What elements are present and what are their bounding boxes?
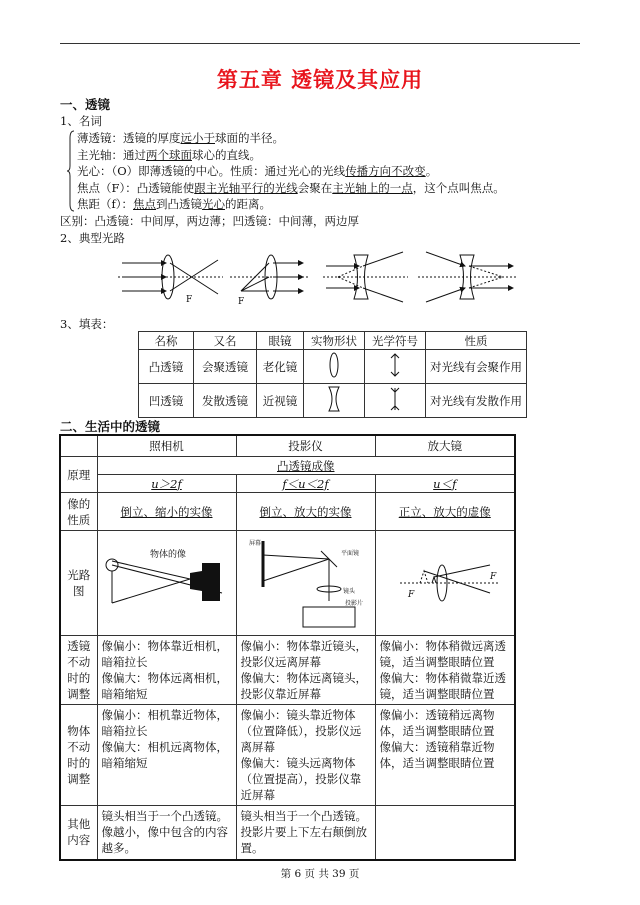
table-row <box>60 636 515 705</box>
row-label-nature: 像的性质 <box>60 493 97 531</box>
focus-label: F <box>238 297 245 307</box>
table-cell: 像偏小：相机靠近物体，暗箱拉长 像偏大：相机远离物体，暗箱缩短 <box>97 705 236 806</box>
table-row <box>60 705 515 806</box>
column-magnifier: 放大镜 <box>375 435 515 457</box>
table-row <box>139 384 527 418</box>
term-focal-length: 焦距（f）：焦点到凸透镜光心的距离。 <box>77 197 272 211</box>
term-thin-lens: 薄透镜：透镜的厚度远小于球面的半径。 <box>77 131 284 145</box>
table-cell: 镜头相当于一个凸透镜。像越小，像中包含的内容越多。 <box>97 806 236 860</box>
chapter-title: 第五章 透镜及其应用 <box>216 68 424 92</box>
table-row <box>60 806 515 860</box>
convex-lens-shape-icon <box>304 350 365 384</box>
subheading-terms: 1、名词 <box>60 114 102 128</box>
magnifier-light-path-icon <box>380 541 510 621</box>
focus-label: F <box>186 295 193 305</box>
table-cell <box>375 806 515 860</box>
condition-magnifier: u＜f <box>375 475 515 493</box>
row-label-other: 其他内容 <box>60 806 97 860</box>
table-header: 眼镜 <box>257 332 304 350</box>
table-cell: 凹透镜 <box>139 384 194 418</box>
table-header: 性质 <box>426 332 527 350</box>
table-header-row <box>139 332 527 350</box>
table-header: 又名 <box>194 332 257 350</box>
table-cell: 像偏小：物体稍微远离透镜，适当调整眼睛位置 像偏大：物体稍微靠近透镜，适当调整眼睛位置 <box>375 636 515 705</box>
camera-light-path-icon <box>102 541 232 621</box>
table-cell: 像偏小：镜头靠近物体（位置降低），投影仪远离屏幕 像偏大：镜头远离物体（位置提高），投影仪靠近屏幕 <box>236 705 375 806</box>
table-header-empty <box>60 435 97 457</box>
column-camera: 照相机 <box>97 435 236 457</box>
table-row <box>139 350 527 384</box>
table-cell: 凸透镜 <box>139 350 194 384</box>
table-cell: 老化镜 <box>257 350 304 384</box>
term-main-axis: 主光轴：通过两个球面球心的直线。 <box>77 148 261 162</box>
principle-cell: 凸透镜成像 <box>97 457 515 475</box>
condition-projector: f＜u＜2f <box>236 475 375 493</box>
section-heading-daily-lens: 二、生活中的透镜 <box>60 419 161 434</box>
term-focus: 焦点（F）：凸透镜能使跟主光轴平行的光线会聚在主光轴上的一点，这个点叫焦点。 <box>77 181 505 195</box>
table-row <box>60 493 515 531</box>
svg-text:镜头: 镜头 <box>342 588 355 595</box>
table-header-row <box>60 435 515 457</box>
row-label-lens-fixed: 透镜不动时的调整 <box>60 636 97 705</box>
magnifier-diagram <box>375 531 515 636</box>
svg-text:F: F <box>407 590 414 600</box>
lens-distinction: 区别：凸透镜：中间厚，两边薄；凹透镜：中间薄，两边厚 <box>60 214 359 228</box>
table-cell: 像偏小：物体靠近相机，暗箱拉长 像偏大：物体远离相机，暗箱缩短 <box>97 636 236 705</box>
subheading-light-paths: 2、典型光路 <box>60 231 125 245</box>
subheading-fill-table: 3、填表： <box>60 317 114 331</box>
table-header: 实物形状 <box>304 332 365 350</box>
svg-text:屏幕: 屏幕 <box>248 540 261 547</box>
table-header: 光学符号 <box>365 332 426 350</box>
nature-camera: 倒立、缩小的实像 <box>97 493 236 531</box>
lens-applications-table <box>59 434 516 861</box>
row-label-principle: 原理 <box>60 457 97 493</box>
table-cell: 对光线有发散作用 <box>426 384 527 418</box>
camera-diagram <box>97 531 236 636</box>
page-footer: 第 6 页 共 39 页 <box>280 868 360 880</box>
concave-lens-shape-icon <box>304 384 365 418</box>
svg-text:物体的像: 物体的像 <box>149 550 186 560</box>
term-optical-center: 光心：（O）即薄透镜的中心。性质：通过光心的光线传播方向不改变。 <box>77 164 438 178</box>
row-label-path: 光路图 <box>60 531 97 636</box>
concave-lens-symbol-icon <box>365 384 426 418</box>
svg-text:投影片: 投影片 <box>344 600 363 607</box>
projector-diagram <box>236 531 375 636</box>
column-projector: 投影仪 <box>236 435 375 457</box>
nature-projector: 倒立、放大的实像 <box>236 493 375 531</box>
table-cell: 像偏小：物体靠近镜头，投影仪远离屏幕 像偏大：物体远离镜头，投影仪靠近屏幕 <box>236 636 375 705</box>
svg-text:F: F <box>489 572 496 582</box>
lens-comparison-table <box>138 331 527 418</box>
table-row <box>60 457 515 475</box>
header-rule <box>60 43 580 44</box>
section-heading-lens: 一、透镜 <box>60 97 111 112</box>
table-cell: 会聚透镜 <box>194 350 257 384</box>
brace-icon <box>67 130 75 212</box>
nature-magnifier: 正立、放大的虚像 <box>375 493 515 531</box>
condition-camera: u＞2f <box>97 475 236 493</box>
light-path-diagrams <box>118 246 518 308</box>
table-cell: 镜头相当于一个凸透镜。投影片要上下左右颠倒放置。 <box>236 806 375 860</box>
table-row <box>60 531 515 636</box>
projector-light-path-icon <box>241 531 371 631</box>
table-cell: 近视镜 <box>257 384 304 418</box>
table-row <box>60 475 515 493</box>
svg-text:平面镜: 平面镜 <box>340 550 359 557</box>
table-cell: 对光线有会聚作用 <box>426 350 527 384</box>
table-cell: 发散透镜 <box>194 384 257 418</box>
table-header: 名称 <box>139 332 194 350</box>
convex-lens-symbol-icon <box>365 350 426 384</box>
row-label-object-fixed: 物体不动时的调整 <box>60 705 97 806</box>
table-cell: 像偏小：透镜稍远离物体，适当调整眼睛位置 像偏大：透镜稍靠近物体，适当调整眼睛位置 <box>375 705 515 806</box>
